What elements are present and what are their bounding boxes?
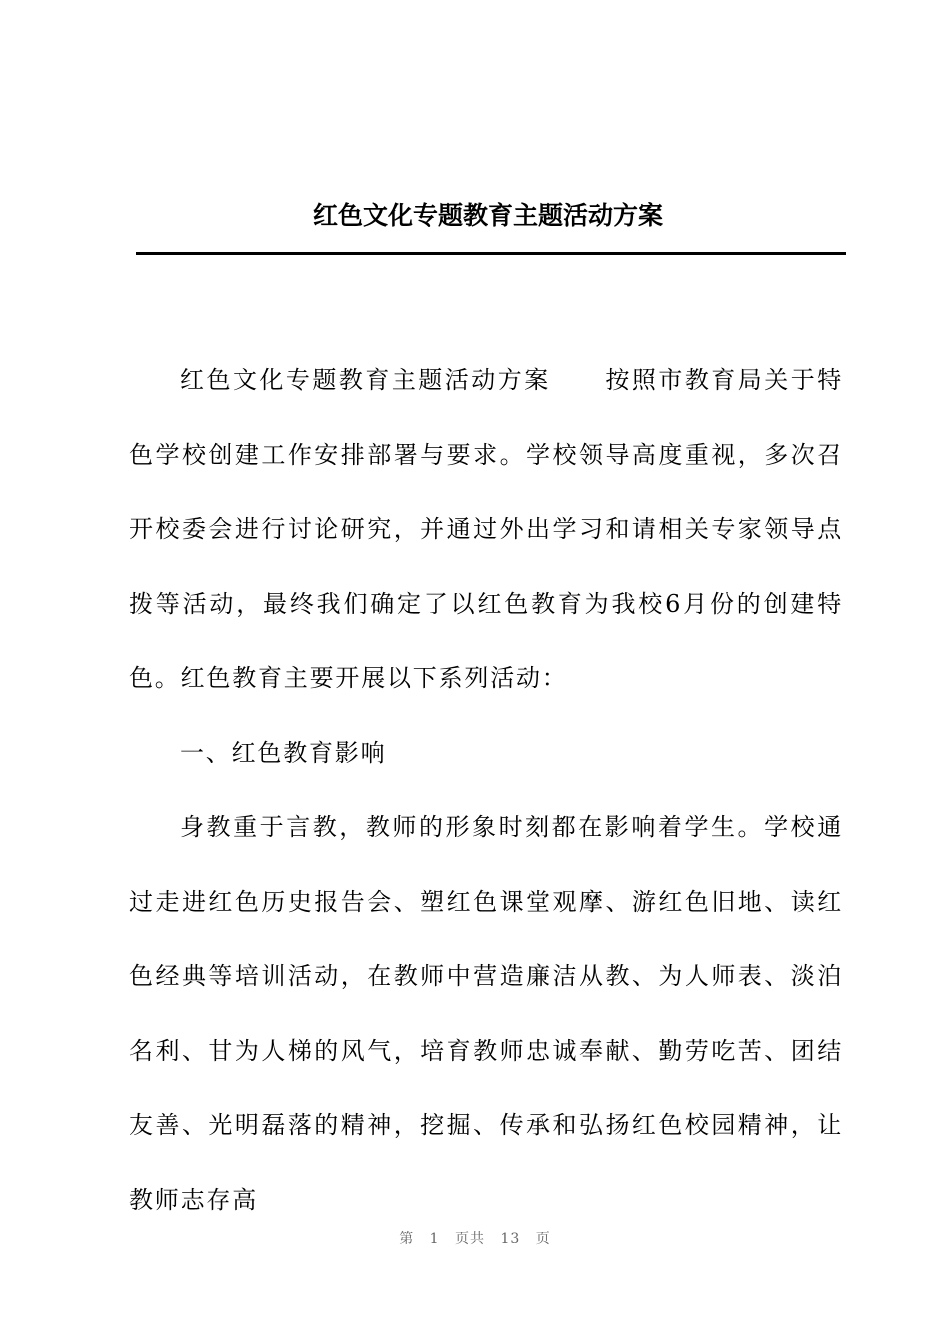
paragraph-intro xyxy=(129,343,843,716)
document-body xyxy=(129,343,843,1237)
title-underline xyxy=(136,252,846,255)
section-heading: 一、红色教育影响 xyxy=(180,738,387,767)
intro-text: 按照市教育局关于特色学校创建工作安排部署与要求。学校领导高度重视，多次召开校委会进行讨论研究，并通过外出学习和请相关专家领导点拨等活动，最终我们确定了以红色教育为我校6月份的创建特色。红色教育主要开展以下系列活动： xyxy=(129,366,844,692)
page-number-footer: 第 1 页共 13 页 xyxy=(399,1231,551,1247)
intro-lead: 红色文化专题教育主题活动方案 xyxy=(180,366,551,394)
paragraph-section-1: 身教重于言教，教师的形象时刻都在影响着学生。学校通过走进红色历史报告会、塑红色课堂观摩、游红色旧地、读红色经典等培训活动，在教师中营造廉洁从教、为人师表、淡泊名利、甘为人梯的风气，培育教师忠诚奉献、勤劳吃苦、团结友善、光明磊落的精神，挖掘、传承和弘扬红色校园精神，让教师志存高 xyxy=(129,813,843,1214)
document-title: 红色文化专题教育主题活动方案 xyxy=(312,201,663,230)
